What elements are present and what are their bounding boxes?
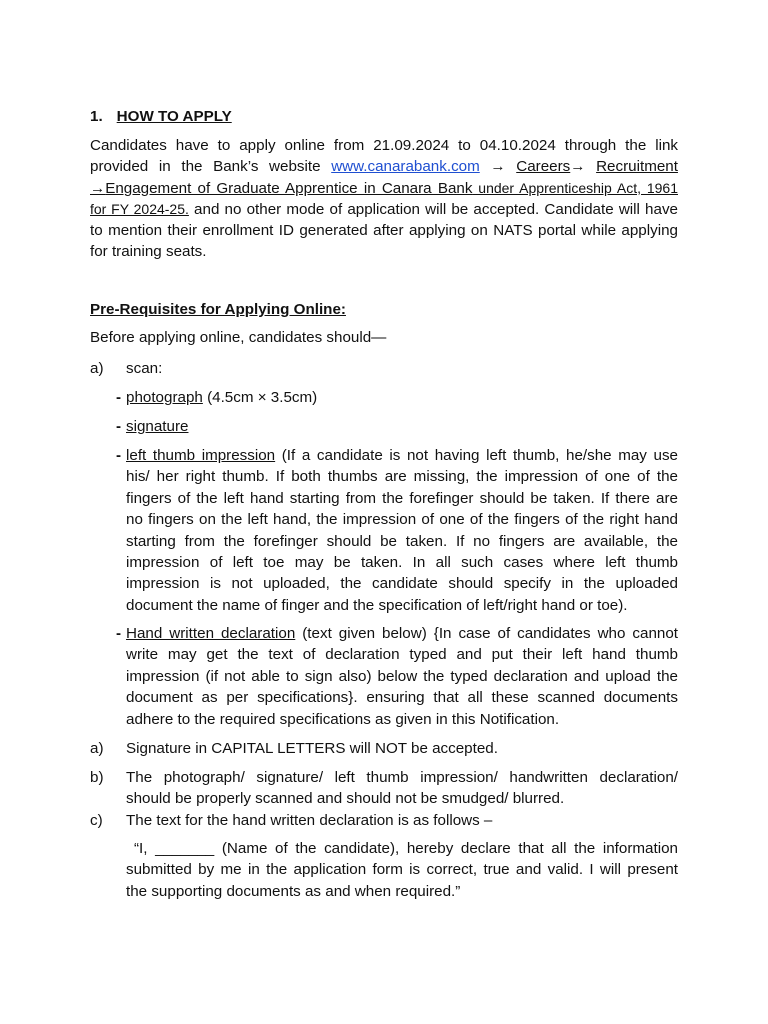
arrow-icon: → xyxy=(490,158,506,175)
thumb-label: left thumb impression xyxy=(126,447,276,464)
recruitment-link: Recruitment xyxy=(596,158,678,175)
dash-marker: - xyxy=(116,389,122,406)
list-marker: a) xyxy=(90,360,104,377)
list-marker: b) xyxy=(90,769,104,786)
intro-line-6: for training seats. xyxy=(90,243,207,260)
list-marker: a) xyxy=(90,740,104,757)
intro-line-4: for FY 2024-25. and no other mode of application will be accepted. Candidate will have xyxy=(90,201,678,218)
careers-link: Careers xyxy=(516,158,571,175)
dash-marker: - xyxy=(116,625,122,642)
intro-line-1: Candidates have to apply online from 21.09.2024 to 04.10.2024 through the link xyxy=(90,137,678,154)
section-heading xyxy=(90,106,678,127)
engagement-text: Engagement of Graduate Apprentice in Canara Bank xyxy=(105,180,473,197)
fy-text: for FY 2024-25. xyxy=(90,201,189,217)
arrow-icon: → xyxy=(570,158,586,175)
list-marker: c) xyxy=(90,812,103,829)
dash-marker: - xyxy=(116,418,122,435)
intro-line-2: provided in the Bank’s website www.canarabank.com → Careers→ Recruitment xyxy=(90,158,678,175)
signature-label: signature xyxy=(126,418,189,435)
prereq-lead: Before applying online, candidates should— xyxy=(90,329,387,346)
dash-marker: - xyxy=(116,447,122,464)
website-link[interactable]: www.canarabank.com xyxy=(331,158,480,175)
act-text: under Apprenticeship Act, 1961 xyxy=(472,180,678,196)
point-a-text: Signature in CAPITAL LETTERS will NOT be accepted. xyxy=(126,740,498,757)
photograph-size: (4.5cm × 3.5cm) xyxy=(202,389,318,406)
section-number: 1. xyxy=(90,108,103,125)
photograph-label: photograph xyxy=(126,389,203,406)
section-title: HOW TO APPLY xyxy=(116,108,232,125)
declaration-label: Hand written declaration xyxy=(126,625,296,642)
point-c-text: The text for the hand written declaration is as follows – xyxy=(126,812,493,829)
arrow-icon: → xyxy=(90,180,106,197)
intro-line-5: to mention their enrollment ID generated after applying on NATS portal while applying xyxy=(90,222,678,239)
intro-line-3 xyxy=(90,178,678,199)
prereq-heading: Pre-Requisites for Applying Online: xyxy=(90,301,346,318)
item-a-label: scan: xyxy=(126,360,163,377)
